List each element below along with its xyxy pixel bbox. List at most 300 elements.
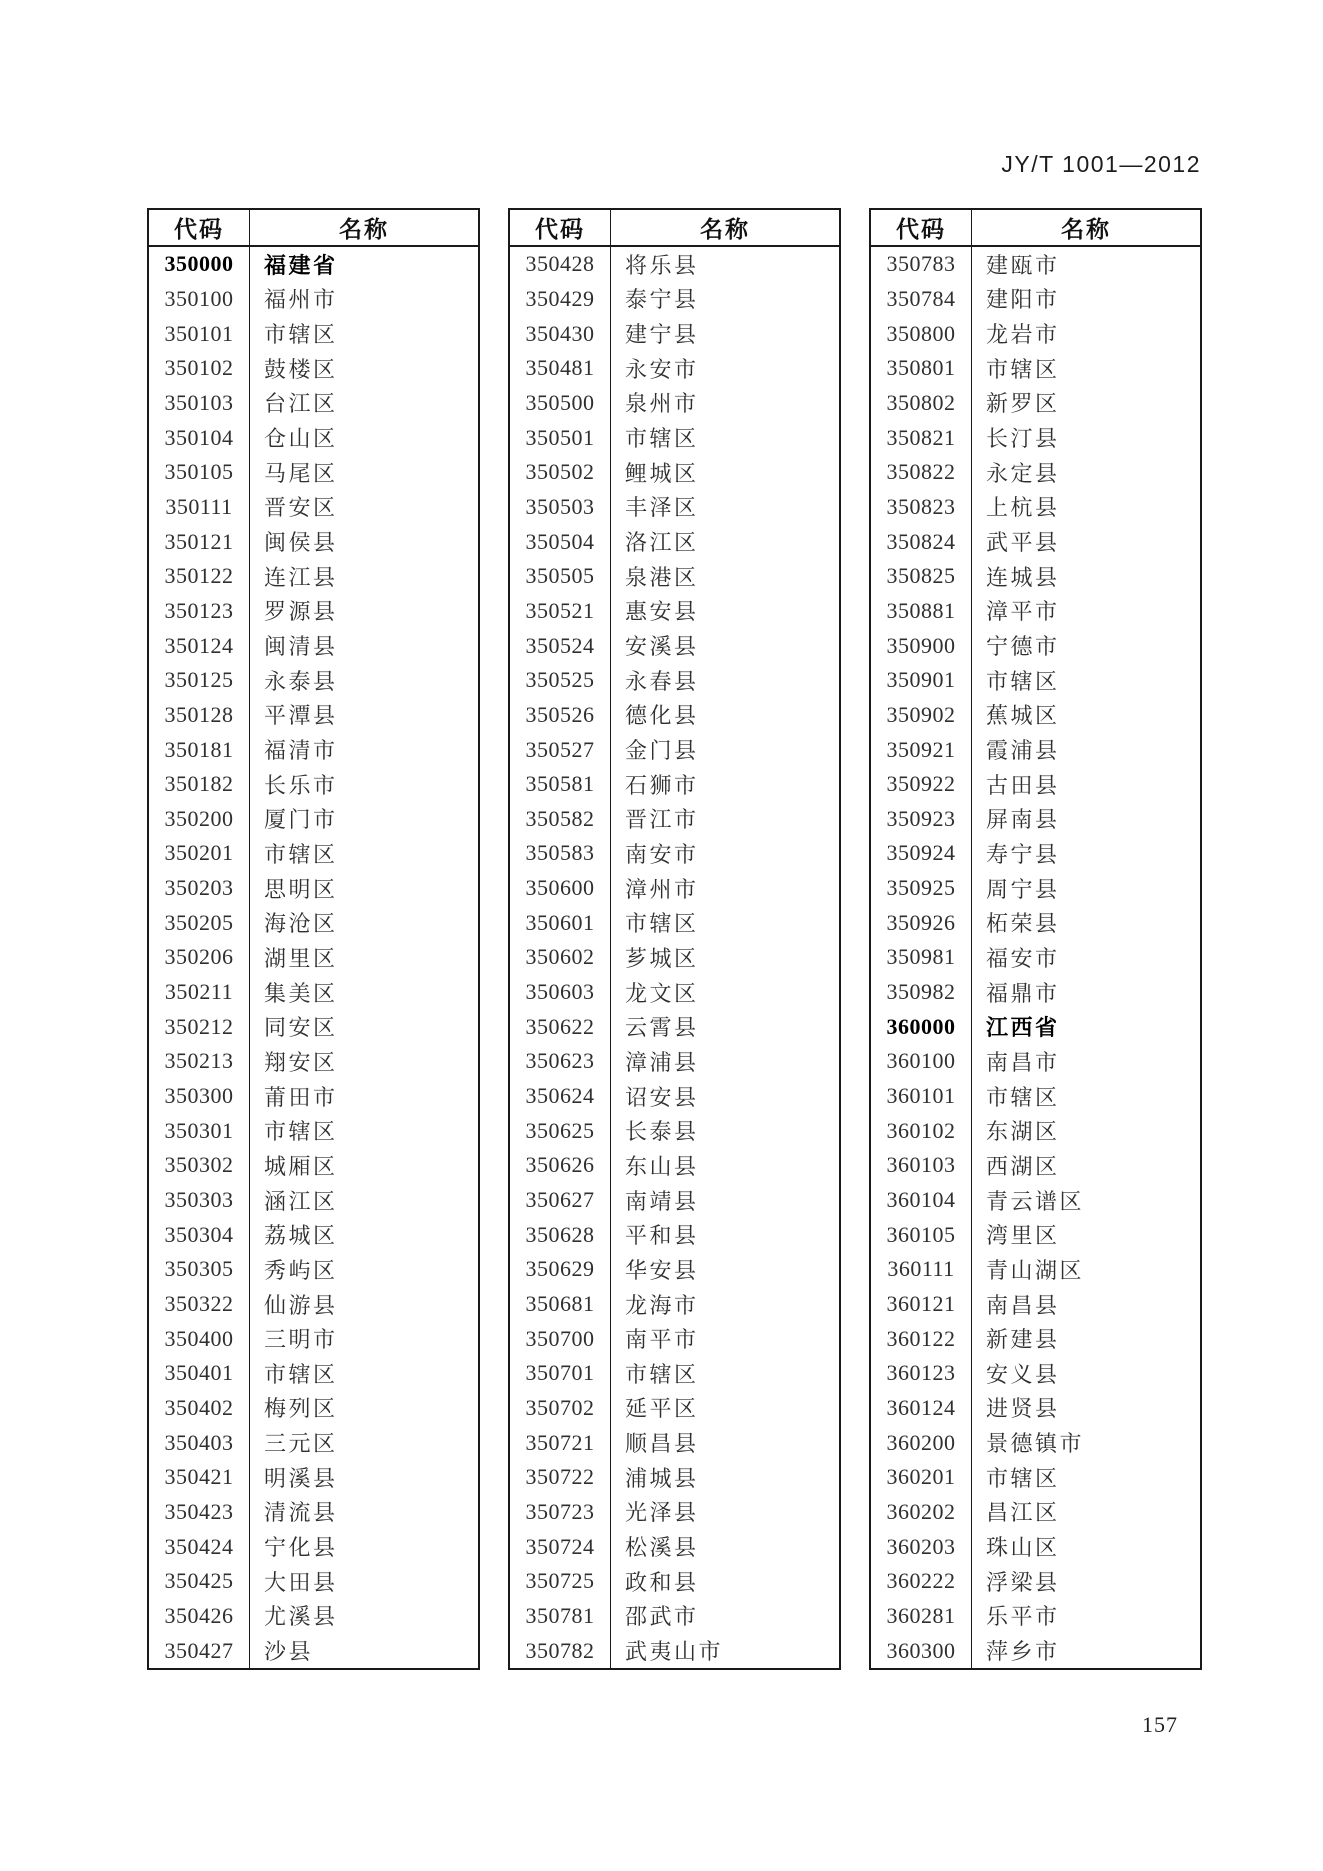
name-cell: 洛江区 (625, 530, 699, 556)
name-cell: 霞浦县 (986, 738, 1060, 764)
name-cell: 市辖区 (264, 322, 338, 348)
name-cell: 市辖区 (264, 841, 338, 867)
code-cell: 350102 (149, 351, 250, 386)
name-cell: 市辖区 (986, 356, 1060, 382)
name-cell: 柘荣县 (986, 911, 1060, 937)
name-cell: 顺昌县 (625, 1431, 699, 1457)
name-cell: 龙海市 (625, 1292, 699, 1318)
name-cell: 厦门市 (264, 807, 338, 833)
code-cell: 350100 (149, 282, 250, 317)
code-cell: 350823 (871, 490, 972, 525)
name-cell: 建瓯市 (986, 252, 1060, 278)
code-cell: 350104 (149, 420, 250, 455)
name-cell: 莆田市 (264, 1084, 338, 1110)
name-cell: 平和县 (625, 1223, 699, 1249)
code-cell: 350301 (149, 1113, 250, 1148)
name-cell: 清流县 (264, 1500, 338, 1526)
code-cell: 360203 (871, 1529, 972, 1564)
code-cell: 350322 (149, 1287, 250, 1322)
table-row (149, 767, 478, 802)
table-row (149, 1183, 478, 1218)
name-cell: 连城县 (986, 564, 1060, 590)
name-cell: 沙县 (264, 1639, 314, 1665)
table-row (871, 871, 1200, 906)
name-cell: 安义县 (986, 1361, 1060, 1387)
name-cell: 长泰县 (625, 1119, 699, 1145)
column-header-code: 代码 (149, 210, 250, 245)
table-row (149, 1460, 478, 1495)
name-cell: 浮梁县 (986, 1569, 1060, 1595)
name-cell: 湖里区 (264, 945, 338, 971)
name-cell: 荔城区 (264, 1223, 338, 1249)
table-row (510, 1564, 839, 1599)
code-cell: 350211 (149, 975, 250, 1010)
table-row (149, 905, 478, 940)
table-row (149, 1079, 478, 1114)
code-cell: 350825 (871, 559, 972, 594)
code-cell: 350303 (149, 1183, 250, 1218)
code-cell: 350822 (871, 455, 972, 490)
table-row (510, 905, 839, 940)
table-row (871, 1044, 1200, 1079)
table-row (871, 1321, 1200, 1356)
table-row (149, 1217, 478, 1252)
column-header-code: 代码 (871, 210, 972, 245)
name-cell: 翔安区 (264, 1049, 338, 1075)
name-cell: 永春县 (625, 668, 699, 694)
name-cell: 南安市 (625, 841, 699, 867)
table-row (871, 905, 1200, 940)
code-cell: 350524 (510, 628, 611, 663)
name-cell: 台江区 (264, 391, 338, 417)
table-row (871, 1183, 1200, 1218)
code-cell: 350926 (871, 905, 972, 940)
code-cell: 350923 (871, 802, 972, 837)
code-table-1 (147, 208, 480, 1670)
name-cell: 泉州市 (625, 391, 699, 417)
name-cell: 涵江区 (264, 1188, 338, 1214)
name-cell: 市辖区 (986, 1465, 1060, 1491)
table-row (510, 524, 839, 559)
name-cell: 南昌市 (986, 1049, 1060, 1075)
table-row (510, 732, 839, 767)
code-cell: 350500 (510, 386, 611, 421)
table-row (871, 1564, 1200, 1599)
code-table-2 (508, 208, 841, 1670)
table-row (149, 802, 478, 837)
table-row (510, 1217, 839, 1252)
page-number: 157 (1142, 1712, 1178, 1737)
name-cell: 武夷山市 (625, 1639, 724, 1665)
name-cell: 珠山区 (986, 1535, 1060, 1561)
table-row (510, 386, 839, 421)
table-row (871, 1495, 1200, 1530)
code-cell: 350304 (149, 1217, 250, 1252)
table-row (510, 663, 839, 698)
name-cell: 罗源县 (264, 599, 338, 625)
table-row (871, 1391, 1200, 1426)
column-header-code: 代码 (510, 210, 611, 245)
table-row (510, 420, 839, 455)
name-cell: 思明区 (264, 876, 338, 902)
code-cell: 360105 (871, 1217, 972, 1252)
name-cell: 长乐市 (264, 772, 338, 798)
code-cell: 350526 (510, 698, 611, 733)
doc-reference: JY/T 1001—2012 (1001, 151, 1201, 177)
name-cell: 永泰县 (264, 668, 338, 694)
code-cell: 350603 (510, 975, 611, 1010)
table-row (149, 524, 478, 559)
code-cell: 350925 (871, 871, 972, 906)
code-cell: 350521 (510, 594, 611, 629)
code-table-3 (869, 208, 1202, 1670)
table-row (149, 1356, 478, 1391)
column-header-name: 名称 (339, 217, 389, 242)
table-header-row (871, 210, 1200, 247)
table-row (149, 836, 478, 871)
code-cell: 350821 (871, 420, 972, 455)
table-row (871, 420, 1200, 455)
table-row (149, 940, 478, 975)
name-cell: 晋安区 (264, 495, 338, 521)
name-cell: 政和县 (625, 1569, 699, 1595)
code-cell: 350922 (871, 767, 972, 802)
code-cell: 350000 (149, 247, 250, 282)
code-cell: 350982 (871, 975, 972, 1010)
code-cell: 350582 (510, 802, 611, 837)
code-cell: 350302 (149, 1148, 250, 1183)
name-cell: 屏南县 (986, 807, 1060, 833)
code-cell: 350628 (510, 1217, 611, 1252)
table-body (510, 247, 839, 1668)
name-cell: 寿宁县 (986, 841, 1060, 867)
name-cell: 东山县 (625, 1153, 699, 1179)
table-row (871, 1425, 1200, 1460)
table-row (149, 1009, 478, 1044)
table-row (510, 767, 839, 802)
table-row (510, 1252, 839, 1287)
name-cell: 青山湖区 (986, 1257, 1085, 1283)
code-cell: 350124 (149, 628, 250, 663)
table-row (149, 1529, 478, 1564)
table-row (871, 1217, 1200, 1252)
code-cell: 360111 (871, 1252, 972, 1287)
name-cell: 惠安县 (625, 599, 699, 625)
name-cell: 龙岩市 (986, 322, 1060, 348)
table-row (871, 1252, 1200, 1287)
code-cell: 350600 (510, 871, 611, 906)
name-cell: 秀屿区 (264, 1257, 338, 1283)
table-row (871, 698, 1200, 733)
table-row (871, 1599, 1200, 1634)
code-cell: 350505 (510, 559, 611, 594)
code-cell: 350622 (510, 1009, 611, 1044)
table-header-row (510, 210, 839, 247)
code-cell: 350722 (510, 1460, 611, 1495)
table-header-row (149, 210, 478, 247)
code-cell: 360121 (871, 1287, 972, 1322)
code-cell: 350203 (149, 871, 250, 906)
code-cell: 350782 (510, 1633, 611, 1668)
code-cell: 350421 (149, 1460, 250, 1495)
table-row (871, 732, 1200, 767)
code-cell: 350401 (149, 1356, 250, 1391)
name-cell: 东湖区 (986, 1119, 1060, 1145)
code-cell: 360222 (871, 1564, 972, 1599)
table-row (149, 1599, 478, 1634)
code-cell: 350206 (149, 940, 250, 975)
table-row (871, 802, 1200, 837)
name-cell: 南平市 (625, 1327, 699, 1353)
code-cell: 350802 (871, 386, 972, 421)
table-row (871, 490, 1200, 525)
table-row (149, 455, 478, 490)
table-row (510, 698, 839, 733)
name-cell: 建阳市 (986, 287, 1060, 313)
code-cell: 350629 (510, 1252, 611, 1287)
table-row (149, 1564, 478, 1599)
name-cell: 大田县 (264, 1569, 338, 1595)
code-cell: 350626 (510, 1148, 611, 1183)
code-cell: 350783 (871, 247, 972, 282)
code-cell: 360200 (871, 1425, 972, 1460)
code-cell: 350105 (149, 455, 250, 490)
code-cell: 350503 (510, 490, 611, 525)
table-row (510, 628, 839, 663)
table-row (871, 767, 1200, 802)
table-row (149, 490, 478, 525)
table-row (510, 455, 839, 490)
name-cell: 光泽县 (625, 1500, 699, 1526)
table-row (871, 351, 1200, 386)
table-row (871, 975, 1200, 1010)
table-row (871, 1079, 1200, 1114)
table-row (149, 351, 478, 386)
table-row (510, 1460, 839, 1495)
table-row (149, 386, 478, 421)
name-cell: 市辖区 (986, 668, 1060, 694)
table-row (510, 282, 839, 317)
name-cell: 湾里区 (986, 1223, 1060, 1249)
name-cell: 龙文区 (625, 980, 699, 1006)
name-cell: 周宁县 (986, 876, 1060, 902)
code-cell: 360102 (871, 1113, 972, 1148)
name-cell: 福州市 (264, 287, 338, 313)
code-cell: 350702 (510, 1391, 611, 1426)
code-cell: 350300 (149, 1079, 250, 1114)
name-cell: 闽侯县 (264, 530, 338, 556)
name-cell: 永定县 (986, 460, 1060, 486)
table-row (510, 940, 839, 975)
name-cell: 宁化县 (264, 1535, 338, 1561)
table-row (510, 1633, 839, 1668)
code-cell: 360101 (871, 1079, 972, 1114)
code-cell: 350724 (510, 1529, 611, 1564)
table-row (510, 316, 839, 351)
code-cell: 350504 (510, 524, 611, 559)
code-cell: 350502 (510, 455, 611, 490)
code-cell: 350981 (871, 940, 972, 975)
table-row (510, 594, 839, 629)
name-cell: 松溪县 (625, 1535, 699, 1561)
code-cell: 350181 (149, 732, 250, 767)
table-row (149, 559, 478, 594)
name-cell: 三明市 (264, 1327, 338, 1353)
table-row (871, 940, 1200, 975)
name-cell: 金门县 (625, 738, 699, 764)
code-cell: 350881 (871, 594, 972, 629)
table-row (871, 1287, 1200, 1322)
code-cell: 350902 (871, 698, 972, 733)
table-row (149, 732, 478, 767)
table-row (871, 559, 1200, 594)
code-cell: 350212 (149, 1009, 250, 1044)
table-row (510, 1079, 839, 1114)
table-row (149, 247, 478, 282)
name-cell: 昌江区 (986, 1500, 1060, 1526)
name-cell: 仙游县 (264, 1292, 338, 1318)
name-cell: 鲤城区 (625, 460, 699, 486)
name-cell: 江西省 (986, 1015, 1060, 1041)
table-row (510, 1009, 839, 1044)
name-cell: 宁德市 (986, 634, 1060, 660)
code-cell: 360202 (871, 1495, 972, 1530)
name-cell: 集美区 (264, 980, 338, 1006)
table-row (871, 455, 1200, 490)
code-cell: 360124 (871, 1391, 972, 1426)
name-cell: 同安区 (264, 1015, 338, 1041)
table-row (871, 836, 1200, 871)
name-cell: 永安市 (625, 356, 699, 382)
table-row (149, 1391, 478, 1426)
code-cell: 350123 (149, 594, 250, 629)
table-row (871, 1633, 1200, 1668)
code-cell: 350103 (149, 386, 250, 421)
table-row (510, 1391, 839, 1426)
code-cell: 350213 (149, 1044, 250, 1079)
table-row (510, 247, 839, 282)
name-cell: 晋江市 (625, 807, 699, 833)
name-cell: 新罗区 (986, 391, 1060, 417)
code-cell: 350624 (510, 1079, 611, 1114)
table-row (871, 1356, 1200, 1391)
table-row (871, 316, 1200, 351)
table-row (149, 594, 478, 629)
table-row (871, 628, 1200, 663)
table-body (149, 247, 478, 1668)
name-cell: 长汀县 (986, 426, 1060, 452)
table-row (510, 1495, 839, 1530)
name-cell: 漳浦县 (625, 1049, 699, 1075)
code-cell: 350125 (149, 663, 250, 698)
name-cell: 南昌县 (986, 1292, 1060, 1318)
code-cell: 350721 (510, 1425, 611, 1460)
table-row (871, 1460, 1200, 1495)
table-row (149, 1287, 478, 1322)
name-cell: 福鼎市 (986, 980, 1060, 1006)
code-cell: 350423 (149, 1495, 250, 1530)
table-row (149, 316, 478, 351)
name-cell: 尤溪县 (264, 1604, 338, 1630)
name-cell: 进贤县 (986, 1396, 1060, 1422)
name-cell: 萍乡市 (986, 1639, 1060, 1665)
code-cell: 350784 (871, 282, 972, 317)
table-row (149, 420, 478, 455)
code-cell: 350801 (871, 351, 972, 386)
table-row (871, 386, 1200, 421)
table-row (149, 282, 478, 317)
code-cell: 350400 (149, 1321, 250, 1356)
table-row (871, 524, 1200, 559)
name-cell: 福安市 (986, 945, 1060, 971)
name-cell: 德化县 (625, 703, 699, 729)
code-cell: 350111 (149, 490, 250, 525)
code-cell: 360103 (871, 1148, 972, 1183)
code-cell: 350527 (510, 732, 611, 767)
code-cell: 350427 (149, 1633, 250, 1668)
name-cell: 鼓楼区 (264, 356, 338, 382)
table-row (510, 1044, 839, 1079)
code-cell: 350800 (871, 316, 972, 351)
code-cell: 350725 (510, 1564, 611, 1599)
code-cell: 350122 (149, 559, 250, 594)
table-row (510, 1599, 839, 1634)
table-row (510, 975, 839, 1010)
name-cell: 市辖区 (986, 1084, 1060, 1110)
name-cell: 福清市 (264, 738, 338, 764)
table-row (510, 1529, 839, 1564)
table-row (149, 871, 478, 906)
name-cell: 青云谱区 (986, 1188, 1085, 1214)
name-cell: 连江县 (264, 564, 338, 590)
table-row (149, 1321, 478, 1356)
code-cell: 350581 (510, 767, 611, 802)
table-row (510, 1183, 839, 1218)
table-row (149, 1252, 478, 1287)
name-cell: 安溪县 (625, 634, 699, 660)
column-header-name: 名称 (700, 217, 750, 242)
code-cell: 350402 (149, 1391, 250, 1426)
table-row (510, 836, 839, 871)
code-cell: 350681 (510, 1287, 611, 1322)
code-cell: 350627 (510, 1183, 611, 1218)
table-row (510, 351, 839, 386)
code-cell: 350200 (149, 802, 250, 837)
code-cell: 350429 (510, 282, 611, 317)
code-cell: 360104 (871, 1183, 972, 1218)
code-cell: 350700 (510, 1321, 611, 1356)
table-row (510, 802, 839, 837)
table-row (871, 282, 1200, 317)
code-cell: 360300 (871, 1633, 972, 1668)
table-row (510, 871, 839, 906)
table-row (871, 1529, 1200, 1564)
name-cell: 石狮市 (625, 772, 699, 798)
name-cell: 丰泽区 (625, 495, 699, 521)
name-cell: 市辖区 (625, 1361, 699, 1387)
name-cell: 古田县 (986, 772, 1060, 798)
code-cell: 350428 (510, 247, 611, 282)
code-cell: 350525 (510, 663, 611, 698)
name-cell: 建宁县 (625, 322, 699, 348)
table-row (510, 490, 839, 525)
name-cell: 新建县 (986, 1327, 1060, 1353)
name-cell: 市辖区 (625, 426, 699, 452)
code-cell: 350583 (510, 836, 611, 871)
name-cell: 西湖区 (986, 1153, 1060, 1179)
table-body (871, 247, 1200, 1668)
code-cell: 360123 (871, 1356, 972, 1391)
